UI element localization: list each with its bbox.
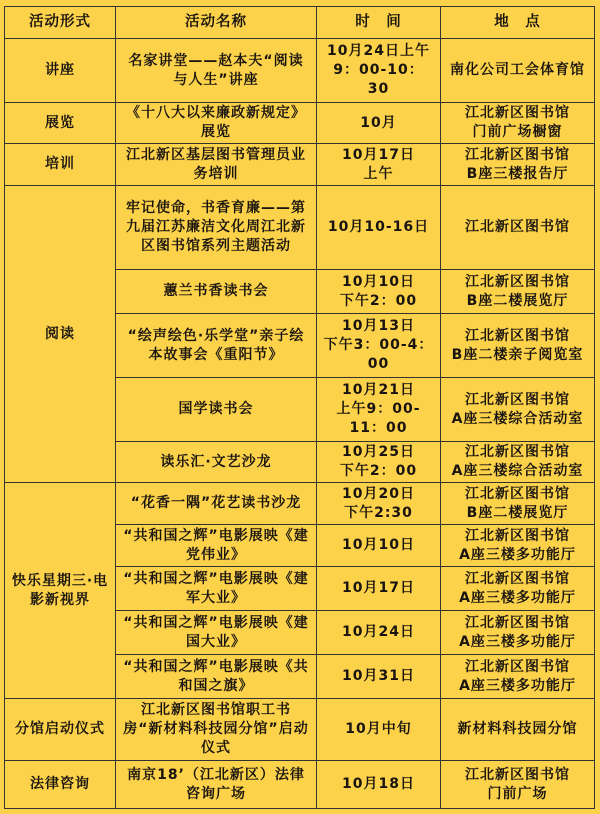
activity-place-cell: 江北新区图书馆 A座三楼多功能厅 <box>441 611 595 655</box>
table-row <box>5 39 595 103</box>
header-time: 时 间 <box>317 7 441 39</box>
activity-place-cell: 江北新区图书馆 A座三楼多功能厅 <box>441 567 595 611</box>
activity-time-cell: 10月17日 上午 <box>317 144 441 186</box>
header-row <box>5 7 595 39</box>
activity-place-cell: 江北新区图书馆 B座二楼亲子阅览室 <box>441 314 595 378</box>
activity-place-cell: 江北新区图书馆 门前广场 <box>441 761 595 809</box>
table-row <box>5 186 595 270</box>
activity-place-cell: 江北新区图书馆 B座二楼展览厅 <box>441 270 595 314</box>
activity-name-cell: 蕙兰书香读书会 <box>116 270 317 314</box>
activity-name-cell: 南京18’（江北新区）法律咨询广场 <box>116 761 317 809</box>
activity-place-cell: 江北新区图书馆 A座三楼多功能厅 <box>441 525 595 567</box>
activity-time-cell: 10月18日 <box>317 761 441 809</box>
activity-time-cell: 10月10日 <box>317 525 441 567</box>
activity-place-cell: 新材料科技园分馆 <box>441 699 595 761</box>
activity-type-cell: 讲座 <box>5 39 116 103</box>
activity-time-cell: 10月10日 下午2：00 <box>317 270 441 314</box>
activity-type-cell: 分馆启动仪式 <box>5 699 116 761</box>
activity-name-cell: 江北新区图书馆职工书房“新材料科技园分馆”启动仪式 <box>116 699 317 761</box>
table-row <box>5 699 595 761</box>
activity-time-cell: 10月21日 上午9：00-11：00 <box>317 378 441 442</box>
table-row <box>5 483 595 525</box>
activity-name-cell: “共和国之辉”电影展映《建国大业》 <box>116 611 317 655</box>
activity-place-cell: 江北新区图书馆 门前广场橱窗 <box>441 103 595 144</box>
activity-name-cell: 《十八大以来廉政新规定》展览 <box>116 103 317 144</box>
table-row <box>5 103 595 144</box>
activity-name-cell: 牢记使命，书香育廉——第九届江苏廉洁文化周江北新区图书馆系列主题活动 <box>116 186 317 270</box>
activity-place-cell: 江北新区图书馆 A座三楼综合活动室 <box>441 378 595 442</box>
activity-time-cell: 10月13日 下午3：00-4：00 <box>317 314 441 378</box>
activity-name-cell: “绘声绘色·乐学堂”亲子绘本故事会《重阳节》 <box>116 314 317 378</box>
table-row <box>5 761 595 809</box>
activity-place-cell: 江北新区图书馆 <box>441 186 595 270</box>
activity-type-cell: 快乐星期三·电影新视界 <box>5 483 116 699</box>
activity-place-cell: 江北新区图书馆 A座三楼多功能厅 <box>441 655 595 699</box>
activity-place-cell: 江北新区图书馆 A座三楼综合活动室 <box>441 442 595 483</box>
activity-name-cell: 江北新区基层图书管理员业务培训 <box>116 144 317 186</box>
activity-time-cell: 10月17日 <box>317 567 441 611</box>
activity-time-cell: 10月24日上午9：00-10：30 <box>317 39 441 103</box>
activity-time-cell: 10月 <box>317 103 441 144</box>
activity-time-cell: 10月10-16日 <box>317 186 441 270</box>
activity-type-cell: 培训 <box>5 144 116 186</box>
header-name: 活动名称 <box>116 7 317 39</box>
activity-name-cell: 国学读书会 <box>116 378 317 442</box>
activity-name-cell: 读乐汇·文艺沙龙 <box>116 442 317 483</box>
activity-name-cell: “共和国之辉”电影展映《建党伟业》 <box>116 525 317 567</box>
activity-time-cell: 10月中旬 <box>317 699 441 761</box>
activity-name-cell: “花香一隅”花艺读书沙龙 <box>116 483 317 525</box>
activity-name-cell: “共和国之辉”电影展映《共和国之旗》 <box>116 655 317 699</box>
activity-place-cell: 南化公司工会体育馆 <box>441 39 595 103</box>
activity-type-cell: 展览 <box>5 103 116 144</box>
table-row <box>5 144 595 186</box>
activity-type-cell: 阅读 <box>5 186 116 483</box>
activity-place-cell: 江北新区图书馆 B座三楼报告厅 <box>441 144 595 186</box>
header-type: 活动形式 <box>5 7 116 39</box>
activity-time-cell: 10月31日 <box>317 655 441 699</box>
activity-type-cell: 法律咨询 <box>5 761 116 809</box>
activity-table <box>4 6 595 809</box>
activity-place-cell: 江北新区图书馆 B座二楼展览厅 <box>441 483 595 525</box>
activity-time-cell: 10月25日 下午2：00 <box>317 442 441 483</box>
activity-name-cell: 名家讲堂——赵本夫“阅读与人生”讲座 <box>116 39 317 103</box>
activity-time-cell: 10月24日 <box>317 611 441 655</box>
header-place: 地 点 <box>441 7 595 39</box>
activity-name-cell: “共和国之辉”电影展映《建军大业》 <box>116 567 317 611</box>
activity-time-cell: 10月20日 下午2:30 <box>317 483 441 525</box>
